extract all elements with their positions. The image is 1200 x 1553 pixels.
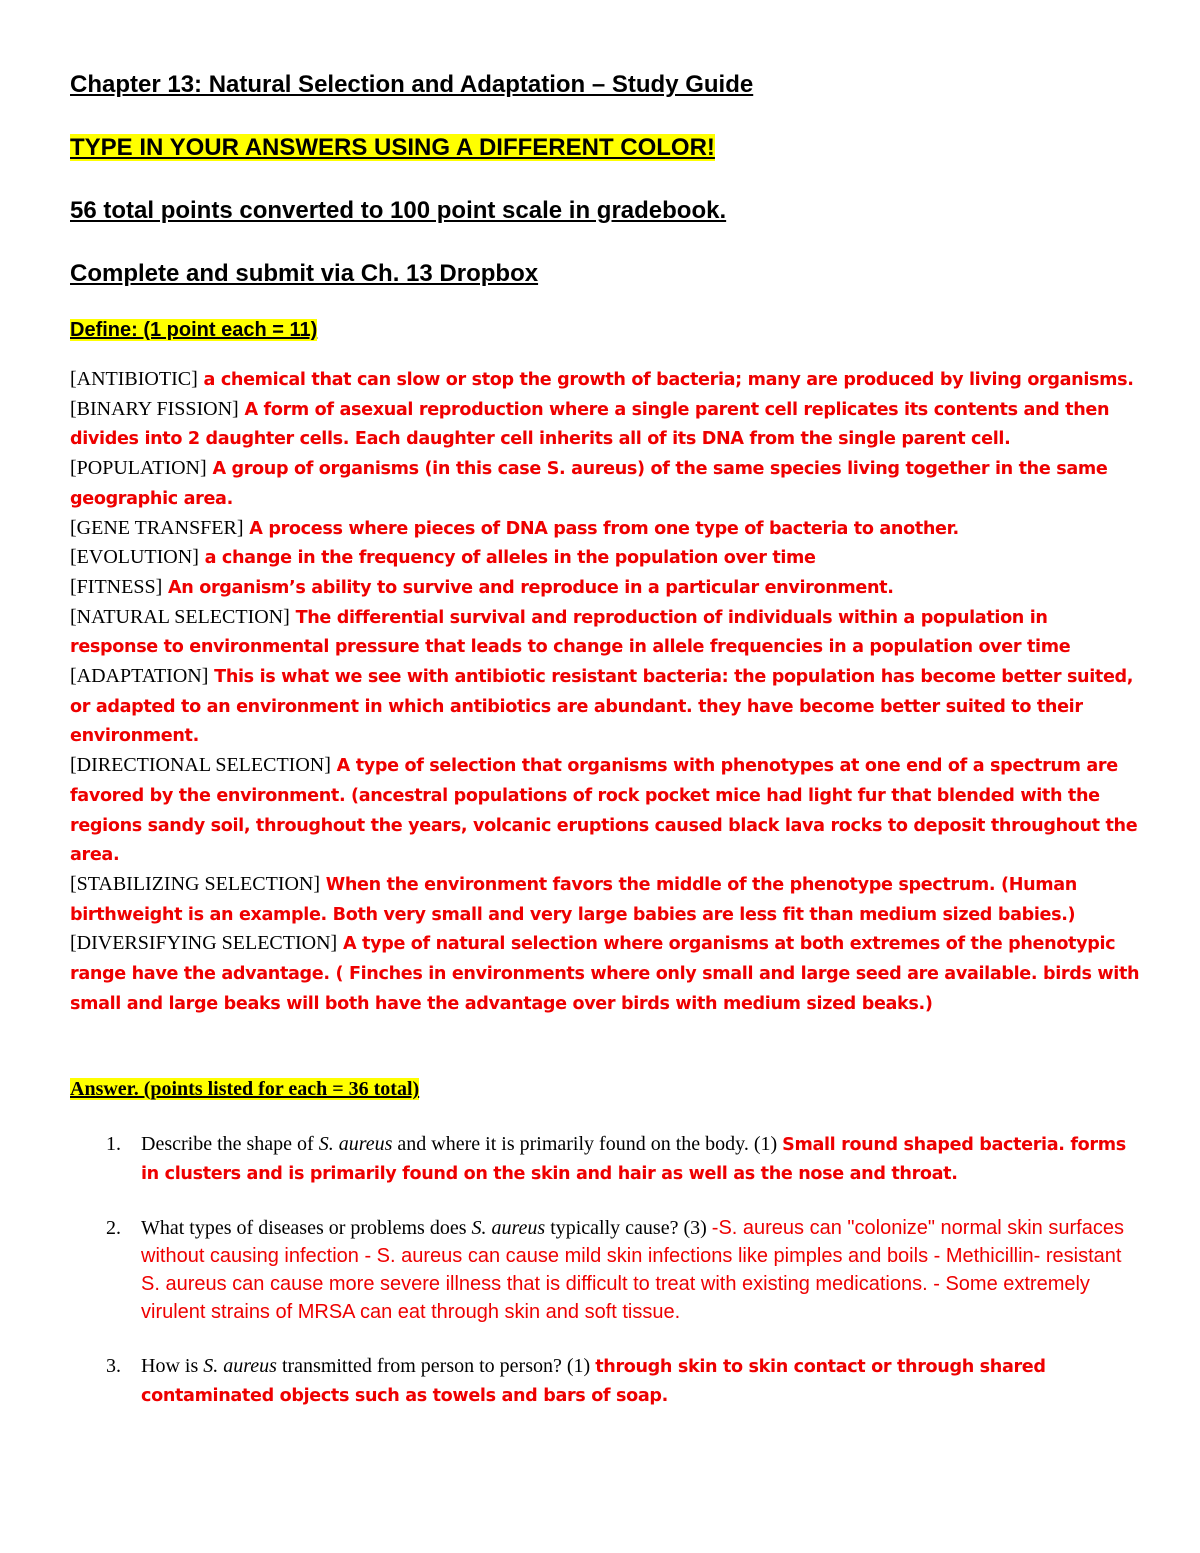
definition-item: [70, 603, 1140, 662]
question-number: 1.: [106, 1133, 121, 1156]
definition-answer: When the environment favors the middle of the phenotype spectrum. (Human birthweight is an example. Both very small and very large babies are less fit than medium sized babies.): [70, 874, 1077, 925]
definition-item: [70, 929, 1140, 1018]
answer-heading-text: Answer. (points listed for each = 36 total): [70, 1078, 420, 1101]
question-text-part: What types of diseases or problems does: [141, 1217, 472, 1240]
definition-term: [ANTIBIOTIC]: [70, 368, 198, 390]
definition-term: [GENE TRANSFER]: [70, 516, 244, 539]
instruction-text: TYPE IN YOUR ANSWERS USING A DIFFERENT COLOR!: [70, 134, 715, 161]
question-text-part: Describe the shape of: [141, 1133, 319, 1156]
question-text-part: typically cause? (3): [545, 1217, 712, 1240]
define-heading-text: Define: (1 point each = 11): [70, 319, 318, 341]
species-name: S. aureus: [203, 1355, 277, 1378]
definition-answer: A type of natural selection where organisms at both extremes of the phenotypic range have the advantage. ( Finches in environments where only small and large seed are available. birds with small and large beaks will both have the advantage over birds with medium sized beaks.): [70, 934, 1140, 1014]
definition-answer: A group of organisms (in this case S. aureus) of the same species living together in the same geographic area.: [70, 459, 1108, 509]
question-answer: through skin to skin contact or through shared contaminated objects such as towels and bars of soap.: [141, 1357, 1046, 1407]
definition-term: [DIVERSIFYING SELECTION]: [70, 932, 338, 955]
definition-item: [70, 573, 1140, 603]
definition-item: [70, 395, 1140, 454]
definition-item: [70, 365, 1140, 395]
question-text: [141, 1355, 595, 1377]
species-name: S. aureus: [318, 1133, 393, 1156]
definition-item: [70, 662, 1140, 751]
question-number: 2.: [106, 1217, 121, 1240]
question-text-part: How is: [141, 1355, 204, 1378]
questions-list: [70, 1130, 1140, 1410]
definition-term: [STABILIZING SELECTION]: [70, 872, 321, 895]
definition-answer: An organism’s ability to survive and reproduce in a particular environment.: [162, 577, 894, 598]
question-item: [70, 1130, 1140, 1188]
definition-term: [EVOLUTION]: [70, 546, 199, 569]
definition-answer: The differential survival and reproduction of individuals within a population in response to environmental pressure that leads to change in allele frequencies in a population over time: [70, 607, 1071, 658]
definition-item: [70, 454, 1140, 513]
definition-term: [FITNESS]: [70, 575, 163, 598]
definition-answer: a change in the frequency of alleles in the population over time: [198, 548, 816, 569]
answer-heading: [70, 1076, 1140, 1102]
definition-item: [70, 870, 1140, 929]
question-text-part: and where it is primarily found on the body. (1): [392, 1133, 783, 1156]
definition-term: [ADAPTATION]: [70, 665, 209, 688]
page-title: Chapter 13: Natural Selection and Adaptation – Study Guide: [70, 71, 754, 98]
question-item: [70, 1214, 1140, 1326]
document-page: [70, 70, 1140, 1436]
definition-answer: A type of selection that organisms with phenotypes at one end of a spectrum are favored by the environment. (ancestral populations of rock pocket mice had light fur that blended with the regions sandy soil, throughout the years, volcanic eruptions caused black lava rocks to deposit throughout the area.: [70, 756, 1138, 866]
definition-term: [DIRECTIONAL SELECTION]: [70, 754, 331, 777]
question-text-part: transmitted from person to person? (1): [276, 1355, 596, 1378]
definitions-list: [70, 365, 1140, 1018]
instruction-banner: [70, 133, 1140, 163]
definition-item: [70, 514, 1140, 544]
points-note: 56 total points converted to 100 point scale in gradebook.: [70, 197, 727, 224]
definition-answer: This is what we see with antibiotic resistant bacteria: the population has become better suited, or adapted to an environment in which antibiotics are abundant. they have become better suited to their environment.: [70, 667, 1134, 747]
question-answer: Small round shaped bacteria. forms in clusters and is primarily found on the skin and hair as well as the nose and throat.: [141, 1135, 1126, 1185]
definition-answer: A process where pieces of DNA pass from one type of bacteria to another.: [243, 518, 959, 539]
definition-term: [NATURAL SELECTION]: [70, 605, 290, 628]
define-heading: [70, 317, 1140, 343]
definition-answer: A form of asexual reproduction where a single parent cell replicates its contents and then divides into 2 daughter cells. Each daughter cell inherits all of its DNA from the single parent cell.: [70, 399, 1110, 450]
definition-term: [POPULATION]: [70, 457, 207, 480]
question-item: [70, 1352, 1140, 1410]
question-text: [141, 1133, 782, 1155]
species-name: S. aureus: [471, 1217, 546, 1240]
definition-item: [70, 751, 1140, 870]
submit-note: Complete and submit via Ch. 13 Dropbox: [70, 260, 539, 287]
definition-item: [70, 543, 1140, 573]
question-answer: -S. aureus can "colonize" normal skin surfaces without causing infection - S. aureus can cause mild skin infections like pimples and boils - Methicillin- resistant S. aureus can cause more severe illness that is difficult to treat with existing medications. - Some extremely virulent strains of MRSA can eat through skin and soft tissue.: [141, 1217, 1124, 1324]
definition-answer: a chemical that can slow or stop the growth of bacteria; many are produced by living organisms.: [197, 370, 1134, 390]
question-number: 3.: [106, 1355, 121, 1378]
question-text: [141, 1217, 712, 1239]
definition-term: [BINARY FISSION]: [70, 397, 239, 420]
